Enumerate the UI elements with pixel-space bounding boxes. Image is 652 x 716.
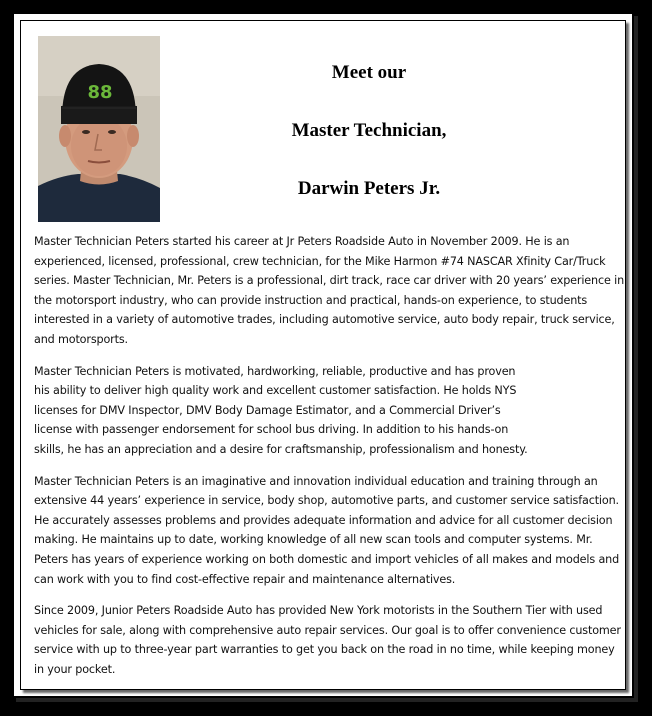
- bio-paragraph-experience: Master Technician Peters is an imaginative and innovation individual education and training through an extensive 44 years’ experience in service, body shop, automotive parts, and customer service satisfaction. He accurately assesses problems and provides adequate information and advice for all customer decision making. He maintains up to date, working knowledge of all new scan tools and computer systems. Mr. Peters has years of experience working on both domestic and import vehicles of all makes and models and can work with you to find cost-effective repair and maintenance alternatives.: [34, 474, 620, 586]
- bio-paragraph-company: Since 2009, Junior Peters Roadside Auto has provided New York motorists in the Southern Tier with used vehicles for sale, along with comprehensive auto repair services. Our goal is to offer convenience customer service with up to three-year part warranties to get you back on the road in no time, while keeping money in your pocket.: [34, 604, 621, 676]
- technician-photo: [38, 36, 160, 222]
- heading-line-1: Meet our: [331, 62, 407, 83]
- bio-text: [34, 232, 624, 691]
- bio-paragraph-career: Master Technician Peters started his career at Jr Peters Roadside Auto in November 2009. He is an experienced, licensed, professional, crew technician, for the Mike Harmon #74 NASCAR Xfinity Car/Truck series. Master Technician, Mr. Peters is a professional, dirt track, race car driver with 20 years’ experience in the motorsport industry, who can provide instruction and practical, hands-on experience, to students interested in a variety of automotive trades, including automotive service, auto body repair, truck service, and motorsports.: [34, 235, 625, 346]
- bio-paragraph-licenses: Master Technician Peters is motivated, hardworking, reliable, productive and has proven his ability to deliver high quality work and excellent customer satisfaction. He holds NYS licenses for DMV Inspector, DMV Body Damage Estimator, and a Commercial Driver’s license with passenger endorsement for school bus driving. In addition to his hands-on skills, he has an appreciation and a desire for craftsmanship, professionalism and honesty.: [34, 364, 528, 456]
- portrait-illustration: [38, 36, 160, 222]
- heading-line-3: Darwin Peters Jr.: [297, 178, 441, 199]
- page-heading: [164, 44, 574, 218]
- heading-line-2: Master Technician,: [291, 120, 447, 141]
- content-card: [12, 12, 634, 698]
- hat-logo: 88: [87, 82, 113, 103]
